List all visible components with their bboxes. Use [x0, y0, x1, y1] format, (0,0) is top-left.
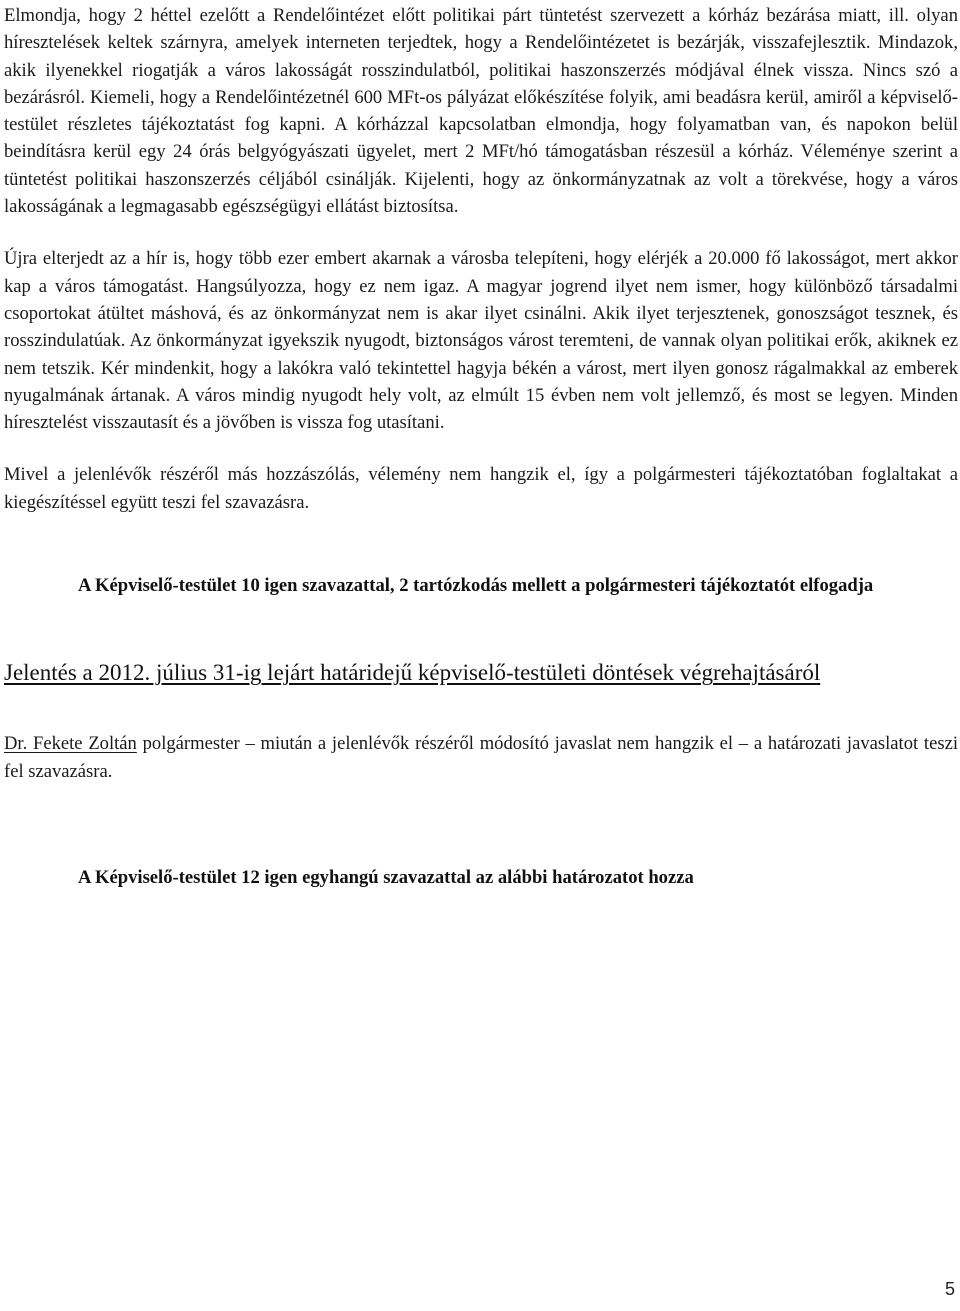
speaker-name: Dr. Fekete Zoltán	[4, 733, 137, 755]
page-number: 5	[944, 1279, 955, 1299]
paragraph-mayor-text: polgármester – miután a jelenlévők részéről módosító javaslat nem hangzik el – a határozati javaslatot teszi fel szavazásra.	[4, 733, 958, 782]
paragraph-vote-call: Mivel a jelenlévők részéről más hozzászólás, vélemény nem hangzik el, így a polgármesteri tájékoztatóban foglaltakat a kiegészítéssel együtt teszi fel szavazásra.	[4, 464, 958, 513]
paragraph-hospital: Elmondja, hogy 2 héttel ezelőtt a Rendelőintézet előtt politikai párt tüntetést szervezett a kórház bezárása miatt, ill. olyan híresztelések keltek szárnyra, amelyek interneten terjedtek, hogy a Rendelőintézetet is bezárják, visszafejlesztik. Mindazok, akik ilyenekkel riogatják a város lakosságát rosszindulatból, politikai haszonszerzés módjával élnek vissza. Nincs szó a bezárásról. Kiemeli, hogy a Rendelőintézetnél 600 MFt-os pályázat előkészítése folyik, ami beadásra kerül, amiről a képviselő-testület részletes tájékoztatást fog kapni. A kórházzal kapcsolatban elmondja, hogy folyamatban van, és napokon belül beindításra kerül egy 24 órás belgyógyászati ügyelet, mert 2 MFt/hó támogatásban részesül a kórház. Véleménye szerint a tüntetést politikai haszonszerzés céljából csinálják. Kijelenti, hogy az önkormányzatnak az volt a törekvése, hogy a város lakosságának a legmagasabb egészségügyi ellátást biztosítsa.	[4, 5, 958, 218]
resolution-statement-1: A Képviselő-testület 10 igen szavazattal, 2 tartózkodás mellett a polgármesteri tájékoztatót elfogadja	[78, 575, 874, 597]
paragraph-rumors: Újra elterjedt az a hír is, hogy több ezer embert akarnak a városba telepíteni, hogy elérjék a 20.000 fő lakosságot, mert akkor kap a város támogatást. Hangsúlyozza, hogy ez nem igaz. A magyar jogrend ilyet nem ismer, hogy különböző társadalmi csoportokat átültet máshová, és az önkormányzat nem is akar ilyet csinálni. Akik ilyet terjesztenek, gonoszságot tesznek, és rosszindulatúak. Az önkormányzat igyekszik nyugodt, biztonságos várost teremteni, de vannak olyan politikai erők, akiknek ez nem tetszik. Kér mindenkit, hogy a lakókra való tekintettel hagyja békén a várost, mert ilyen gonosz rágalmakkal az emberek nyugalmának ártanak. A város mindig nyugodt hely volt, az elmúlt 15 évben nem volt jellemző, és most se legyen. Minden híresztelést visszautasít és a jövőben is vissza fog utasítani.	[4, 248, 958, 434]
resolution-statement-2: A Képviselő-testület 12 igen egyhangú szavazattal az alábbi határozatot hozza	[78, 866, 694, 888]
paragraph-mayor	[4, 730, 958, 785]
section-heading: Jelentés a 2012. július 31-ig lejárt határidejű képviselő-testületi döntések végrehajtásáról	[4, 660, 821, 686]
document-page	[4, 2, 958, 891]
